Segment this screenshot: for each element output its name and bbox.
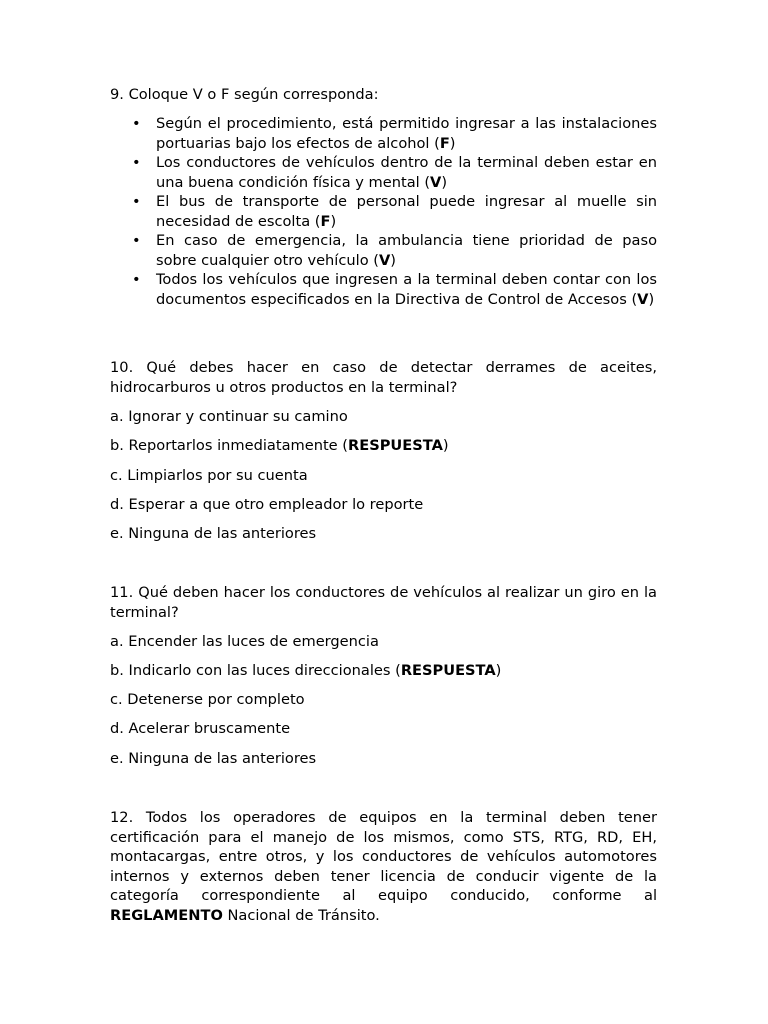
q9-statement-text: En caso de emergencia, la ambulancia tiene prioridad de paso sobre cualquier otro vehículo ( (156, 232, 657, 269)
q12-tail: Nacional de Tránsito. (222, 906, 380, 924)
q9-statement-close: ) (441, 173, 448, 191)
q11-option-d: d. Acelerar bruscamente (110, 720, 291, 737)
q10-option-b-close: ) (442, 437, 449, 454)
q11-option-b (110, 661, 657, 681)
q9-statement-close: ) (449, 134, 456, 152)
bullet-icon: • (132, 115, 141, 132)
q11-option-b-close: ) (495, 662, 502, 679)
q9-statement-answer: F (439, 134, 450, 152)
q11-option-b-text: b. Indicarlo con las luces direccionales ( (110, 662, 401, 679)
q11-option-c: c. Detenerse por completo (110, 691, 305, 708)
q9-statement (110, 153, 657, 192)
q9-statement-text: El bus de transporte de personal puede ingresar al muelle sin necesidad de escolta ( (156, 193, 657, 230)
q9-statement (110, 270, 657, 309)
q12-bold-term: REGLAMENTO (110, 906, 223, 924)
q9-statement-text: Todos los vehículos que ingresen a la terminal deben contar con los documentos especificados en la Directiva de Control de Accesos ( (156, 271, 657, 308)
q10-option-c: c. Limpiarlos por su cuenta (110, 467, 308, 484)
q10-question: 10. Qué debes hacer en caso de detectar derrames de aceites, hidrocarburos u otros productos en la terminal? (110, 359, 657, 396)
q9-statement-text: Según el procedimiento, está permitido ingresar a las instalaciones portuarias bajo los efectos de alcohol ( (156, 115, 657, 152)
q10-option-d: d. Esperar a que otro empleador lo reporte (110, 496, 424, 513)
q10-option-e: e. Ninguna de las anteriores (110, 525, 317, 542)
q9-statement-close: ) (330, 212, 337, 230)
q9-statement-close: ) (390, 251, 396, 269)
q9-statement-list (110, 114, 657, 309)
q9-statement-answer: F (320, 212, 331, 230)
q9-statement (110, 192, 657, 231)
bullet-icon: • (132, 154, 141, 171)
q10-option-b (110, 436, 657, 456)
q9-statement-close: ) (648, 290, 655, 308)
q9-title: 9. Coloque V o F según corresponda: (110, 86, 379, 103)
q11-question: 11. Qué deben hacer los conductores de vehículos al realizar un giro en la terminal? (110, 584, 657, 621)
q9-statement-answer: V (378, 251, 391, 269)
q9-statement-text: Los conductores de vehículos dentro de la terminal deben estar en una buena condición física y mental ( (156, 154, 657, 191)
bullet-icon: • (132, 232, 141, 249)
answer-mark: RESPUESTA (400, 662, 496, 679)
q10-option-b-text: b. Reportarlos inmediatamente ( (110, 437, 348, 454)
q9-statement-answer: V (430, 173, 442, 191)
q10-option-a: a. Ignorar y continuar su camino (110, 408, 348, 425)
q12-text: 12. Todos los operadores de equipos en la terminal deben tener certificación para el manejo de los mismos, como STS, RTG, RD, EH, montacargas, entre otros, y los conductores de vehículos automotores internos y externos deben tener licencia de conducir vigente de la categoría correspondiente al equipo conducido, conforme al (110, 809, 657, 904)
q11-option-e: e. Ninguna de las anteriores (110, 750, 317, 767)
answer-mark: RESPUESTA (348, 437, 443, 454)
bullet-icon: • (132, 271, 141, 288)
bullet-icon: • (132, 193, 141, 210)
q9-statement (110, 231, 657, 270)
q9-statement (110, 114, 657, 153)
q11-option-a: a. Encender las luces de emergencia (110, 633, 379, 650)
q12-paragraph (110, 808, 657, 925)
q9-statement-answer: V (637, 290, 649, 308)
